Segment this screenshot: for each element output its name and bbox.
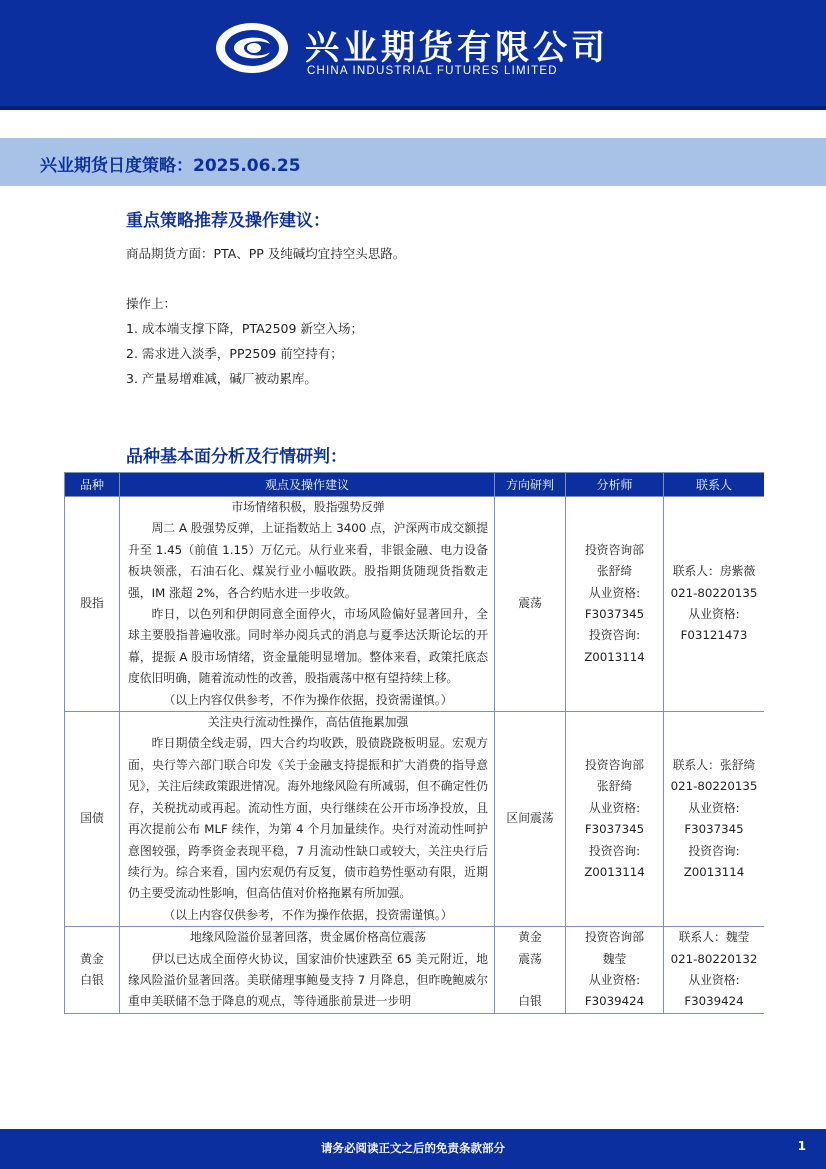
contact-line: 投资咨询: bbox=[688, 843, 740, 858]
variety-cell bbox=[65, 712, 120, 927]
view-cell bbox=[120, 927, 495, 1014]
direction-line: 震荡 bbox=[518, 596, 542, 611]
analyst-line: 投资咨询部 bbox=[585, 930, 644, 945]
view-headline: 关注央行流动性操作，高估值拖累加强 bbox=[207, 715, 409, 730]
view-paragraph: 昨日期债全线走弱，四大合约均收跌，股债跷跷板明显。宏观方面，央行等六部门联合印发《关于金融支持提振和扩大消费的指导意见》，关注后续政策跟进情况。海外地缘风险有所减弱，但不确定性仍存，关税扰动或再起。流动性方面，央行继续在公开市场净投放，且再次提前公布 MLF 续作，为第 4 个月加量续作。央行对流动性呵护意图较强，跨季资金表现平稳，7 月流动性缺口或较大，关注央行后续行为。综合来看，国内宏观仍有反复，债市趋势性驱动有限，近期仍主要受流动性影响，但高估值对价格拖累有所加强。 bbox=[128, 736, 488, 901]
view-headline: 地缘风险溢价显著回落，贵金属价格高位震荡 bbox=[190, 930, 426, 945]
footer-disclaimer: 请务必阅读正文之后的免责条款部分 bbox=[321, 1141, 505, 1155]
direction-line: 黄金 bbox=[518, 930, 542, 945]
contact-line: F03121473 bbox=[680, 628, 748, 643]
analysis-table-container bbox=[64, 472, 764, 1064]
analyst-line: 从业资格: bbox=[588, 800, 641, 815]
variety-cell bbox=[65, 497, 120, 712]
company-name-en: CHINA INDUSTRIAL FUTURES LIMITED bbox=[307, 65, 558, 77]
header-band bbox=[0, 0, 826, 110]
company-name-cn: 兴业期货有限公司 bbox=[305, 28, 609, 68]
footer-band bbox=[0, 1129, 826, 1169]
analyst-line: 魏莹 bbox=[602, 951, 627, 966]
contact-line: 联系人：张舒绮 bbox=[672, 757, 756, 772]
title-band bbox=[0, 138, 826, 186]
contact-cell bbox=[664, 497, 765, 712]
variety-label: 国债 bbox=[80, 811, 104, 826]
variety-label: 白银 bbox=[80, 972, 104, 987]
contact-line: 021-80220132 bbox=[670, 951, 758, 966]
page-number: 1 bbox=[797, 1139, 806, 1153]
variety-label: 股指 bbox=[80, 596, 104, 611]
analyst-line: 张舒绮 bbox=[596, 564, 633, 579]
page-title: 兴业期货日度策略：2025.06.25 bbox=[40, 156, 301, 176]
column-header: 观点及操作建议 bbox=[120, 473, 495, 497]
contact-line: 021-80220135 bbox=[670, 779, 758, 794]
operations-heading: 操作上： bbox=[126, 296, 177, 311]
analysis-table bbox=[64, 472, 764, 1014]
view-paragraph: 昨日，以色列和伊朗同意全面停火，市场风险偏好显著回升，全球主要股指普遍收涨。同时举办阅兵式的消息与夏季达沃斯论坛的开幕，提振 A 股市场情绪，资金量能明显增加。整体来看，政策托底态度依旧明确，随着流动性的改善，股指震荡中枢有望持续上移。 bbox=[128, 607, 488, 686]
column-header: 联系人 bbox=[664, 473, 765, 497]
column-header: 品种 bbox=[65, 473, 120, 497]
strategy-summary: 商品期货方面：PTA、PP 及纯碱均宜持空头思路。 bbox=[126, 246, 406, 261]
table-row bbox=[65, 927, 765, 1014]
analyst-line: 张舒绮 bbox=[596, 779, 633, 794]
analyst-cell bbox=[566, 712, 664, 927]
analyst-line: 投资咨询部 bbox=[585, 757, 644, 772]
analyst-line: Z0013114 bbox=[584, 649, 645, 664]
direction-cell bbox=[495, 712, 566, 927]
analyst-line: Z0013114 bbox=[584, 864, 645, 879]
analyst-cell bbox=[566, 497, 664, 712]
analyst-line: F3037345 bbox=[584, 607, 645, 622]
swirl-logo-icon bbox=[214, 20, 290, 76]
direction-line: 区间震荡 bbox=[506, 811, 554, 826]
variety-label: 黄金 bbox=[80, 951, 104, 966]
contact-line: 从业资格: bbox=[688, 800, 740, 815]
contact-cell bbox=[664, 712, 765, 927]
view-cell bbox=[120, 497, 495, 712]
analyst-line: F3037345 bbox=[584, 822, 645, 837]
section-heading-strategy: 重点策略推荐及操作建议： bbox=[126, 211, 330, 231]
table-row bbox=[65, 712, 765, 927]
analyst-line: 从业资格: bbox=[588, 585, 641, 600]
table-header-row bbox=[65, 473, 765, 497]
view-cell bbox=[120, 712, 495, 927]
column-header: 方向研判 bbox=[495, 473, 566, 497]
direction-cell bbox=[495, 497, 566, 712]
section-heading-analysis: 品种基本面分析及行情研判： bbox=[126, 447, 347, 467]
operation-item-3: 3. 产量易增难减，碱厂被动累库。 bbox=[126, 371, 317, 386]
contact-line: 联系人：房紫薇 bbox=[672, 564, 756, 579]
table-row bbox=[65, 497, 765, 712]
contact-line: 从业资格: bbox=[688, 972, 740, 987]
view-disclaimer-note: （以上内容仅供参考，不作为操作依据，投资需谨慎。） bbox=[163, 907, 453, 922]
analyst-line: 投资咨询: bbox=[588, 628, 641, 643]
contact-line: 从业资格: bbox=[688, 607, 740, 622]
view-headline: 市场情绪积极，股指强势反弹 bbox=[231, 500, 385, 514]
contact-line: Z0013114 bbox=[683, 864, 745, 879]
analyst-cell bbox=[566, 927, 664, 1014]
operation-item-1: 1. 成本端支撑下降，PTA2509 新空入场； bbox=[126, 321, 363, 336]
contact-line: 021-80220135 bbox=[670, 585, 758, 600]
analyst-line: 投资咨询部 bbox=[585, 542, 644, 557]
analyst-line: 从业资格: bbox=[588, 972, 641, 987]
analyst-line: F3039424 bbox=[584, 994, 645, 1009]
contact-line: F3039424 bbox=[684, 994, 744, 1009]
column-header: 分析师 bbox=[566, 473, 664, 497]
contact-line: F3037345 bbox=[684, 822, 744, 837]
analyst-line: 投资咨询: bbox=[588, 843, 641, 858]
view-paragraph: 伊以已达成全面停火协议，国家油价快速跌至 65 美元附近，地缘风险溢价显著回落。美联储理事鲍曼支持 7 月降息，但昨晚鲍威尔重申美联储不急于降息的观点，等待通胀前景进一步明 bbox=[128, 951, 488, 1009]
contact-line: 联系人：魏莹 bbox=[678, 930, 750, 945]
direction-line: 震荡 bbox=[518, 951, 542, 966]
view-disclaimer-note: （以上内容仅供参考，不作为操作依据，投资需谨慎。） bbox=[163, 692, 453, 707]
variety-cell bbox=[65, 927, 120, 1014]
direction-line bbox=[495, 970, 565, 991]
direction-line: 白银 bbox=[518, 994, 542, 1009]
contact-cell bbox=[664, 927, 765, 1014]
view-paragraph: 周二 A 股强势反弹，上证指数站上 3400 点，沪深两市成交额提升至 1.45（前值 1.15）万亿元。从行业来看，非银金融、电力设备板块领涨，石油石化、煤炭行业小幅收跌。股指期货随现货指数走强，IM 涨超 2%，各合约贴水进一步收敛。 bbox=[128, 521, 488, 600]
direction-cell bbox=[495, 927, 566, 1014]
operation-item-2: 2. 需求进入淡季，PP2509 前空持有； bbox=[126, 346, 343, 361]
